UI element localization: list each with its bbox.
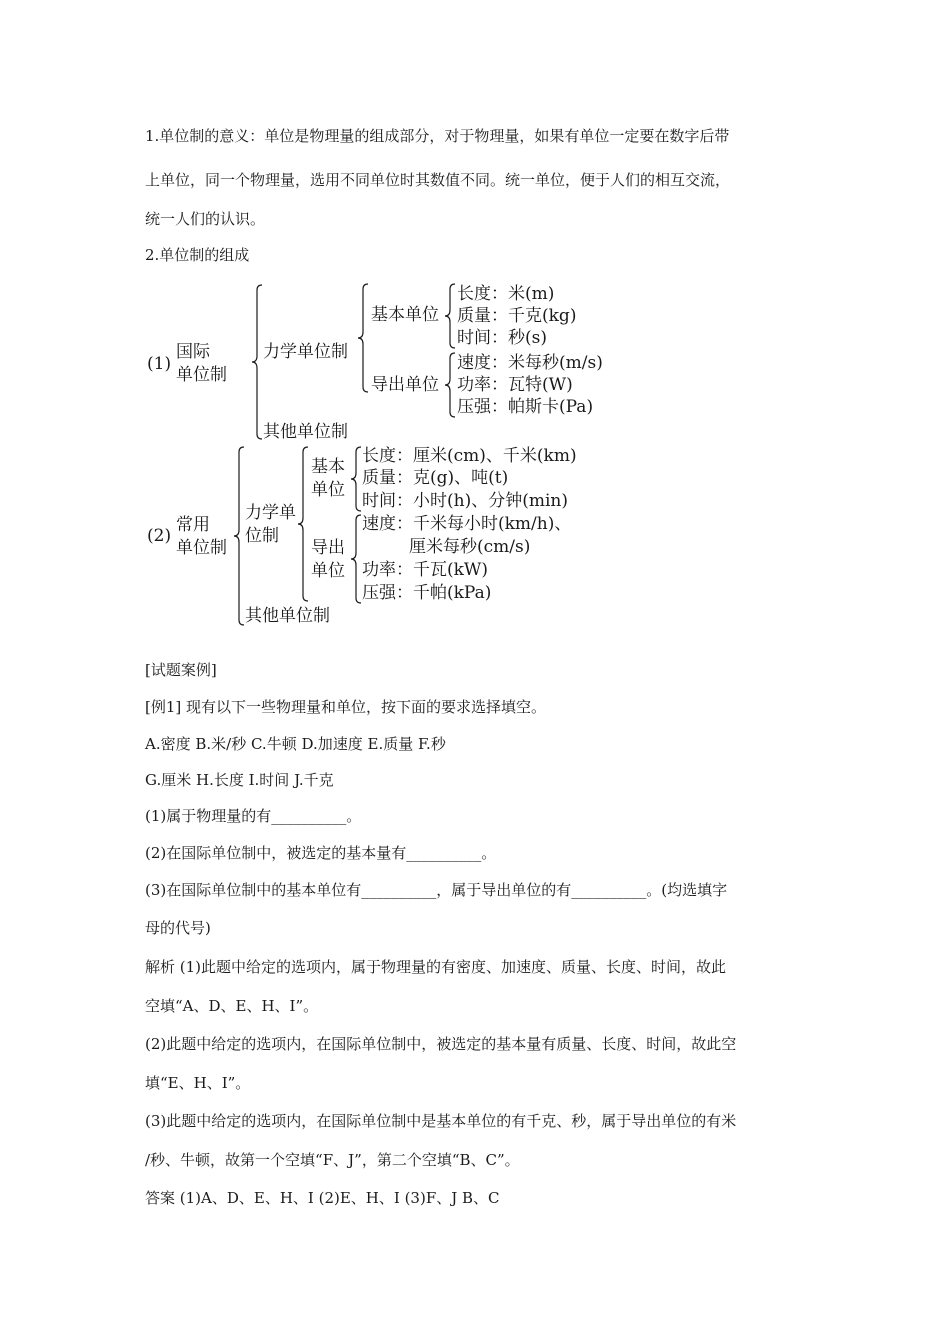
solution-2-line-2: 填“E、H、I”。 [145, 1074, 251, 1092]
common-derived-pressure: 压强：千帕(kPa) [362, 583, 492, 603]
section-heading-examples: [试题案例] [145, 661, 217, 679]
si-derived-brace [443, 352, 457, 418]
common-derived-line-1: 导出 [311, 538, 345, 558]
common-main-brace [232, 446, 246, 626]
common-derived-brace [349, 514, 363, 604]
common-derived-speed: 速度：千米每小时(km/h)、 [362, 514, 572, 534]
si-base-units: 基本单位 [371, 305, 439, 325]
common-base-line-2: 单位 [311, 480, 345, 500]
solution-1-line-2: 空填“A、D、E、H、I”。 [145, 997, 319, 1015]
question-2: (2)在国际单位制中，被选定的基本量有__________。 [145, 844, 497, 862]
solution-2-line-1: (2)此题中给定的选项内，在国际单位制中，被选定的基本量有质量、长度、时间，故此空 [145, 1035, 737, 1053]
question-3-line-2: 母的代号) [145, 919, 211, 937]
common-other-systems: 其他单位制 [245, 606, 330, 626]
common-base-line-1: 基本 [311, 457, 345, 477]
common-mechanics-line-2: 位制 [245, 526, 279, 546]
paragraph-meaning-line-1: 1.单位制的意义：单位是物理量的组成部分，对于物理量，如果有单位一定要在数字后带 [145, 127, 730, 145]
si-base-mass: 质量：千克(kg) [457, 306, 577, 326]
paragraph-meaning-line-2: 上单位，同一个物理量，选用不同单位时其数值不同。统一单位，便于人们的相互交流， [145, 171, 731, 189]
common-derived-power: 功率：千瓦(kW) [362, 560, 489, 580]
common-derived-speed-cont: 厘米每秒(cm/s) [409, 537, 531, 557]
si-derived-pressure: 压强：帕斯卡(Pa) [457, 397, 594, 417]
si-other-systems: 其他单位制 [263, 422, 348, 442]
question-3-line-1: (3)在国际单位制中的基本单位有__________，属于导出单位的有__________。(均选填字 [145, 881, 728, 899]
common-label-line-2: 单位制 [176, 538, 227, 558]
example-title: [例1] 现有以下一些物理量和单位，按下面的要求选择填空。 [145, 698, 547, 716]
si-base-brace [443, 283, 457, 349]
common-derived-line-2: 单位 [311, 561, 345, 581]
si-label-line-2: 单位制 [176, 365, 227, 385]
common-base-mass: 质量：克(g)、吨(t) [362, 468, 509, 488]
si-label-line-1: 国际 [176, 342, 210, 362]
options-line-1: A.密度 B.米/秒 C.牛顿 D.加速度 E.质量 F.秒 [145, 735, 446, 753]
common-base-length: 长度：厘米(cm)、千米(km) [362, 446, 577, 466]
common-mechanics-line-1: 力学单 [245, 503, 296, 523]
question-1: (1)属于物理量的有__________。 [145, 807, 362, 825]
si-number: (1) [147, 354, 172, 374]
solution-3-line-2: /秒、牛顿，故第一个空填“F、J”，第二个空填“B、C”。 [145, 1151, 520, 1169]
si-derived-power: 功率：瓦特(W) [457, 375, 573, 395]
common-base-brace [349, 446, 363, 512]
si-main-brace [250, 284, 264, 440]
si-base-time: 时间：秒(s) [457, 328, 547, 348]
common-label-line-1: 常用 [176, 515, 210, 535]
si-mechanics-brace [356, 283, 370, 393]
si-derived-units: 导出单位 [371, 375, 439, 395]
options-line-2: G.厘米 H.长度 I.时间 J.千克 [145, 771, 334, 789]
common-base-time: 时间：小时(h)、分钟(min) [362, 491, 568, 511]
answer: 答案 (1)A、D、E、H、I (2)E、H、I (3)F、J B、C [145, 1189, 500, 1207]
solution-1-line-1: 解析 (1)此题中给定的选项内，属于物理量的有密度、加速度、质量、长度、时间，故此 [145, 958, 727, 976]
si-mechanics-system: 力学单位制 [263, 342, 348, 362]
solution-3-line-1: (3)此题中给定的选项内，在国际单位制中是基本单位的有千克、秒，属于导出单位的有米 [145, 1112, 737, 1130]
heading-composition: 2.单位制的组成 [145, 246, 250, 264]
common-mechanics-brace [296, 446, 310, 602]
si-derived-speed: 速度：米每秒(m/s) [457, 353, 603, 373]
paragraph-meaning-line-3: 统一人们的认识。 [145, 210, 266, 228]
si-base-length: 长度：米(m) [457, 284, 555, 304]
common-number: (2) [147, 526, 172, 546]
